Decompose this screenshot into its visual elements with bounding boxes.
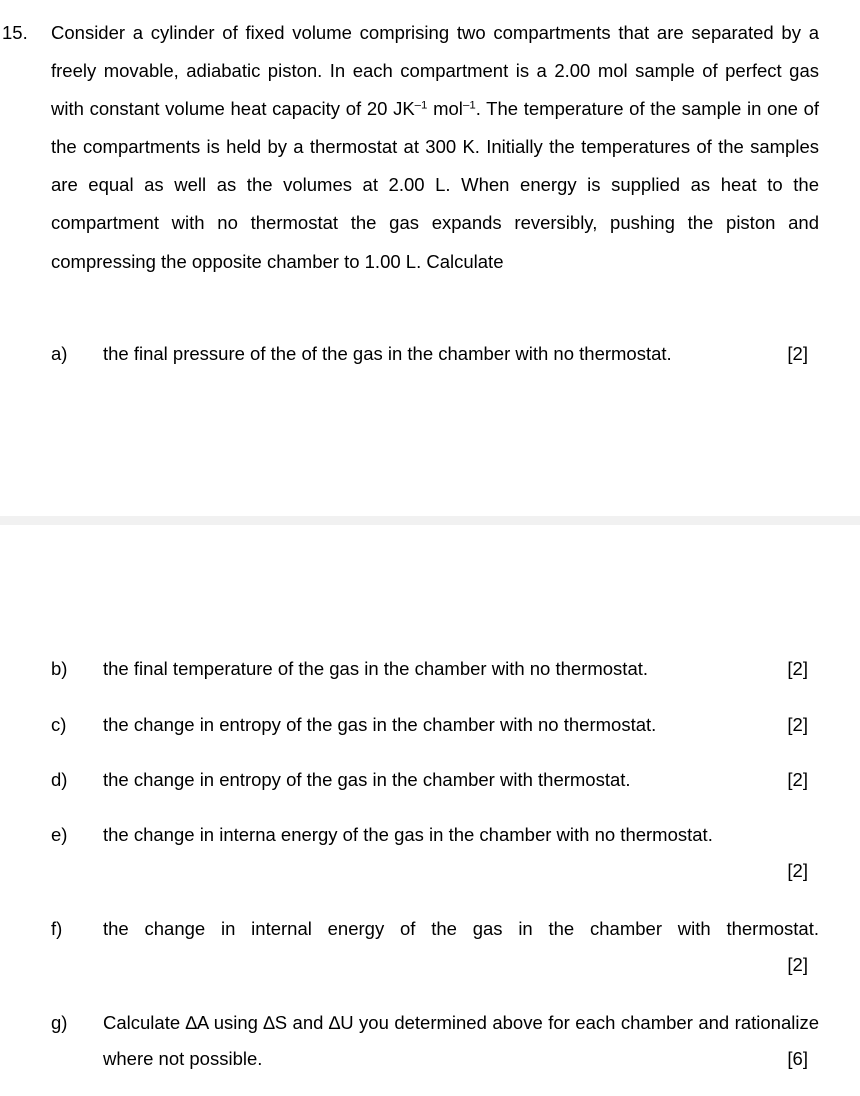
stem-text-1: Consider a cylinder of fixed volume comprising two compartments that are separated by a freely movable, adiabatic piston. In each compartment is a 2.00 mol sample of perfect gas with constant volume heat capacity of 20 JK	[51, 22, 819, 120]
part-a-letter: a)	[51, 343, 68, 364]
part-d-marks: [2]	[787, 769, 808, 790]
part-g-marks: [6]	[787, 1048, 808, 1069]
question-number: 15.	[2, 22, 28, 43]
part-c-marks: [2]	[787, 714, 808, 735]
page-section-bottom	[0, 525, 860, 1096]
part-e-marks: [2]	[787, 860, 808, 881]
part-c-letter: c)	[51, 714, 67, 735]
part-b-letter: b)	[51, 658, 68, 679]
stem-text-3: . The temperature of the sample in one of the compartments is held by a thermostat at 300 K. Initially the temperatures of the samples are equal as well as the volumes at 2.00 L. When energy is supplied as heat to the compartment with no thermostat the gas expands reversibly, pushing the piston and compressing the opposite chamber to 1.00 L. Calculate	[51, 98, 820, 272]
part-f-marks: [2]	[787, 954, 808, 975]
stem-text-2: mol	[427, 98, 463, 120]
part-b-text: the final temperature of the gas in the chamber with no thermostat.	[103, 658, 649, 679]
part-f-letter: f)	[51, 918, 63, 939]
stem-superscript-2: –1	[462, 99, 476, 112]
stem-superscript-1: –1	[414, 99, 428, 112]
part-b-marks: [2]	[787, 658, 808, 679]
page-separator	[0, 516, 860, 525]
part-g-letter: g)	[51, 1012, 68, 1033]
part-d-letter: d)	[51, 769, 68, 790]
part-a-marks: [2]	[787, 343, 808, 364]
part-d-text: the change in entropy of the gas in the chamber with thermostat.	[103, 769, 631, 790]
part-e-text: the change in interna energy of the gas in the chamber with no thermostat.	[103, 824, 713, 845]
part-e-letter: e)	[51, 824, 68, 845]
part-a-text: the final pressure of the of the gas in the chamber with no thermostat.	[103, 343, 672, 364]
part-g-text: Calculate ∆A using ∆S and ∆U you determined above for each chamber and rationalize where not possible.	[103, 1012, 819, 1069]
part-c-text: the change in entropy of the gas in the chamber with no thermostat.	[103, 714, 657, 735]
page-section-top	[0, 0, 860, 516]
part-f-text: the change in internal energy of the gas in the chamber with thermostat.	[103, 918, 819, 939]
question-stem	[51, 14, 819, 281]
